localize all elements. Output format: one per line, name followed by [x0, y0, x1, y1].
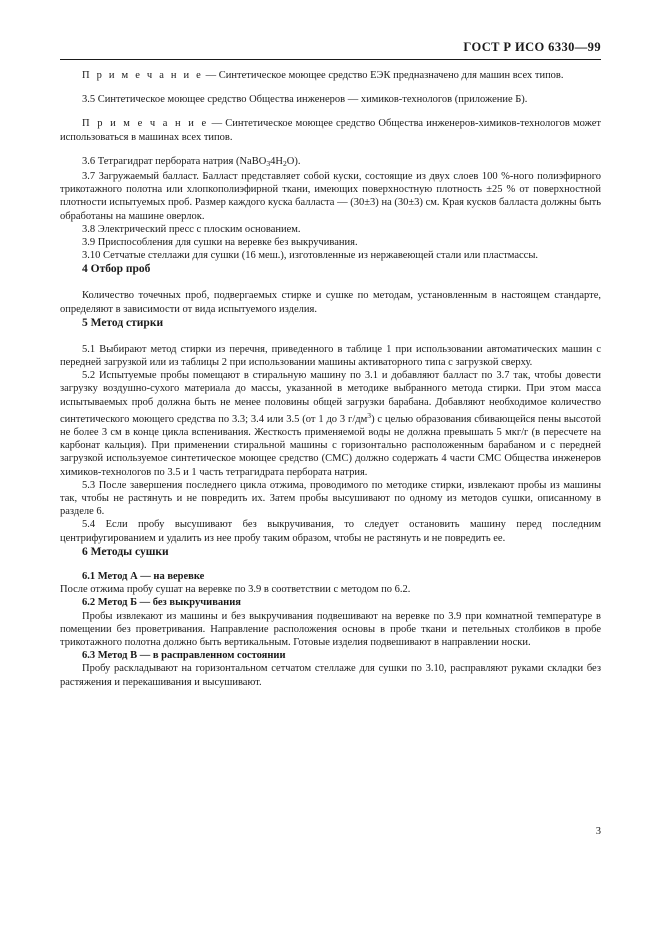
clause-3-5: 3.5 Синтетическое моющее средство Общества инженеров — химиков-технологов (приложение Б).: [82, 94, 528, 106]
note-paragraph-1: [60, 69, 601, 82]
clause-3-7: 3.7 Загружаемый балласт. Балласт представляет собой куски, состоящие из двух слоев 100 %-ного полиэфирного трикотажного полотна или хлопкополиэфирной ткани, имеющих поверхностную плотность ±25 % от поверхностной плотности испытуемых проб. Размер каждого куска балласта — (30±3) на (30±3) см. Края кусков балласта должны быть обработаны на машине оверлок.: [60, 171, 601, 222]
clause-3-10: 3.10 Сетчатые стеллажи для сушки (16 меш.), изготовленные из нержавеющей стали или пластмассы.: [82, 250, 539, 262]
section-heading-4: 4 Отбор проб: [82, 263, 151, 276]
note-text-1: — Синтетическое моющее средство ЕЭК предназначено для машин всех типов.: [203, 70, 564, 81]
document-body: [60, 69, 601, 689]
clause-6-2-heading: 6.2 Метод Б — без выкручивания: [82, 597, 241, 609]
clause-6-1-block: [60, 570, 601, 596]
clause-6-1-heading: 6.1 Метод А — на веревке: [82, 570, 205, 582]
clause-5-1: 5.1 Выбирают метод стирки из перечня, приведенного в таблице 1 при использовании автоматических машин с передней загрузкой или из таблицы 2 при использовании машины активаторного типа с загрузкой сверху.: [60, 343, 601, 369]
section-4-paragraph: Количество точечных проб, подвергаемых стирке и сушке по методам, установленным в настоящем стандарте, определяют в зависимости от вида испытуемого изделия.: [60, 290, 601, 315]
clause-6-1-text: После отжима пробу сушат на веревке по 3.9 в соответствии с методом по 6.2.: [60, 584, 411, 596]
clause-3-6-post: O).: [286, 155, 301, 167]
clause-3-9: 3.9 Приспособления для сушки на веревке без выкручивания.: [82, 237, 358, 249]
clause-3-6-mid: 4H: [270, 155, 283, 167]
clause-5-3: 5.3 После завершения последнего цикла отжима, проводимого по методике стирки, извлекают пробы из машины так, чтобы не растянуть и не повредить их. Затем пробы высушивают по одному из методов сушки, описанному в разделе 6.: [60, 479, 601, 518]
formula-subscript-3: 3: [266, 158, 271, 168]
section-heading-5: 5 Метод стирки: [82, 316, 164, 329]
clause-5-2: [60, 369, 601, 479]
clause-6-3-text: Пробу раскладывают на горизонтальном сетчатом стеллаже для сушки по 3.10, расправляют руками складки без растяжения и перекашивания и высушивают.: [60, 663, 601, 688]
note-text-2: — Синтетическое моющее средство Общества инженеров-химиков-технологов может использоваться в машинах всех типов.: [60, 118, 601, 143]
clause-5-2-part-a: 5.2 Испытуемые пробы помещают в стиральную машину по 3.1 и добавляют балласт по 3.7 так, чтобы довести загрузку воздушно-сухого материала до массы, указанной в методике выбранного метода стирки. При этом масса испытываемых проб должна быть не менее половины общей загрузки барабана. Добавляют необходимое количество синтетического моющего средства по 3.3; 3.4 или 3.5 (от 1 до 3 г/дм: [60, 370, 601, 425]
page-number: 3: [595, 826, 601, 837]
clause-6-3-block: [60, 649, 601, 689]
clause-3-6-pre: 3.6 Тетрагидрат пербората натрия (NaBO: [82, 155, 267, 167]
clause-5-4: 5.4 Если пробу высушивают без выкручивания, то следует остановить машину перед последним центрифугированием и удалить из нее пробу таким образом, чтобы не растянуть и не повредить ее.: [60, 519, 601, 544]
note-label-1: П р и м е ч а н и е: [82, 70, 204, 81]
standard-title: ГОСТ Р ИСО 6330—99: [463, 40, 601, 54]
section-heading-6: 6 Методы сушки: [82, 545, 169, 558]
clause-3-8: 3.8 Электрический пресс с плоским основанием.: [82, 223, 301, 235]
note-label-2: П р и м е ч а н и е: [82, 118, 209, 130]
clause-6-2-block: [60, 596, 601, 649]
clause-6-2-text: Пробы извлекают из машины и без выкручивания подвешивают на веревке по 3.9 при комнатной температуре в помещении без проветривания. Направление расположения основы в пробе ткани и петельных столбиков в пробе трикотажного полотна должно быть вертикальным. Готовые изделия подвешивают в направлении носки.: [60, 610, 601, 648]
unit-superscript-3: 3: [367, 410, 372, 420]
formula-subscript-2: 2: [282, 158, 287, 168]
clause-6-3-heading: 6.3 Метод В — в расправленном состоянии: [82, 650, 286, 662]
clause-3-6: [60, 155, 601, 170]
page-header: [60, 40, 601, 54]
header-divider: [60, 59, 601, 60]
note-paragraph-2: [60, 117, 601, 143]
page-footer: [60, 826, 601, 837]
clause-5-2-part-b: ) с целью образования сбивающейся пены высотой не более 3 см в конце цикла вспенивания. Жесткость применяемой воды не должна превышать 5 мкг/г (в пересчете на карбонат кальция). При применении стиральной машины с горизонтально расположенным барабаном и с передней загрузкой используемое синтетическое моющее средство (СМС) должно содержать 4 части СМС Общества инженеров химиков-технологов по 3.5 и 1 часть тетрагидрата пербората натрия.: [60, 413, 601, 478]
